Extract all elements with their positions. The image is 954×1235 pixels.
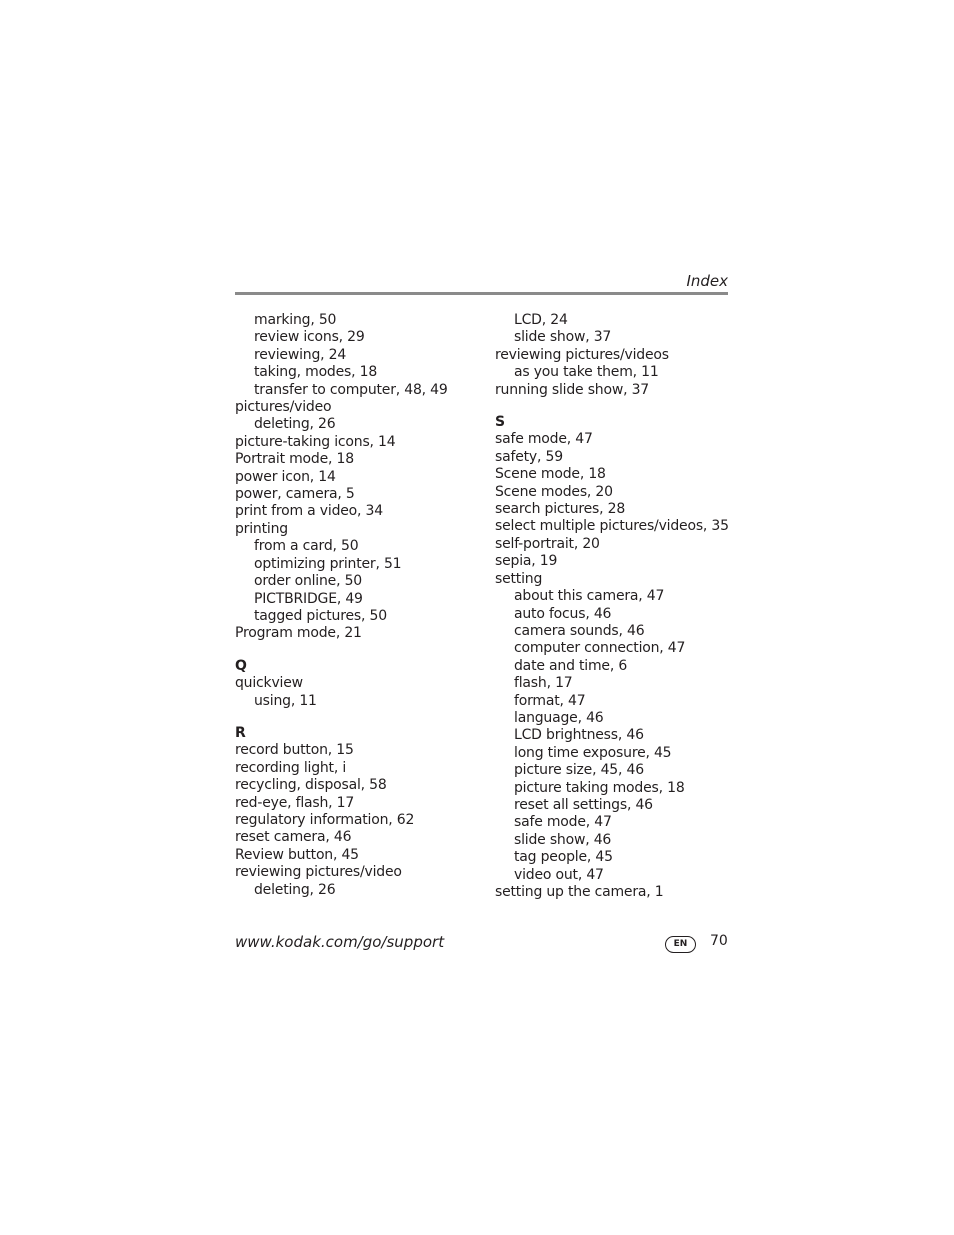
index-subentry: about this camera, 47	[514, 588, 665, 605]
index-subentry: LCD brightness, 46	[514, 727, 644, 744]
index-subentry: language, 46	[514, 709, 604, 726]
index-column-right	[495, 312, 735, 901]
index-entry: Portrait mode, 18	[235, 451, 354, 468]
index-entry: safety, 59	[495, 448, 563, 465]
index-subentry: reset all settings, 46	[514, 796, 653, 813]
index-entry: regulatory information, 62	[235, 811, 415, 828]
index-column-left	[235, 312, 485, 899]
index-subentry: deleting, 26	[254, 881, 336, 898]
index-entry: red-eye, flash, 17	[235, 794, 355, 811]
index-entry: reviewing pictures/videos	[495, 346, 669, 363]
index-entry: Program mode, 21	[235, 625, 362, 642]
index-subentry: date and time, 6	[514, 657, 628, 674]
index-entry: pictures/video	[235, 399, 332, 416]
page-header-title: Index	[686, 272, 728, 290]
index-entry: running slide show, 37	[495, 381, 649, 398]
page-number: 70	[710, 933, 728, 949]
index-subentry: slide show, 37	[514, 329, 612, 346]
index-entry: Scene modes, 20	[495, 483, 613, 500]
index-subentry: picture taking modes, 18	[514, 779, 685, 796]
index-subentry: flash, 17	[514, 675, 573, 692]
index-subentry: optimizing printer, 51	[254, 555, 402, 572]
index-section-letter: Q	[235, 657, 247, 674]
index-subentry: order online, 50	[254, 573, 363, 590]
index-entry: search pictures, 28	[495, 501, 626, 518]
index-subentry: video out, 47	[514, 866, 604, 883]
index-subentry: deleting, 26	[254, 416, 336, 433]
index-section-letter: R	[235, 724, 246, 741]
index-entry: power icon, 14	[235, 468, 336, 485]
index-entry: record button, 15	[235, 742, 354, 759]
index-subentry: camera sounds, 46	[514, 622, 645, 639]
index-subentry: review icons, 29	[254, 329, 365, 346]
index-entry: printing	[235, 520, 288, 537]
index-subentry: format, 47	[514, 692, 586, 709]
index-entry: recycling, disposal, 58	[235, 777, 387, 794]
index-subentry: LCD, 24	[514, 312, 568, 328]
support-url-link[interactable]: www.kodak.com/go/support	[235, 933, 445, 951]
index-subentry: using, 11	[254, 692, 317, 709]
index-entry: self-portrait, 20	[495, 535, 600, 552]
index-entry: setting up the camera, 1	[495, 884, 664, 900]
index-entry: Review button, 45	[235, 846, 359, 863]
index-entry: reviewing pictures/video	[235, 864, 402, 881]
index-entry: sepia, 19	[495, 553, 558, 570]
index-entry: power, camera, 5	[235, 486, 355, 503]
index-entry: select multiple pictures/videos, 35	[495, 518, 729, 535]
index-subentry: reviewing, 24	[254, 346, 347, 363]
index-subentry: picture size, 45, 46	[514, 762, 644, 779]
index-entry: quickview	[235, 675, 303, 692]
index-entry: picture-taking icons, 14	[235, 433, 396, 450]
index-section-letter: S	[495, 414, 506, 431]
index-subentry: long time exposure, 45	[514, 744, 672, 761]
index-subentry: marking, 50	[254, 312, 337, 328]
index-subentry: computer connection, 47	[514, 640, 686, 657]
index-entry: Scene mode, 18	[495, 466, 606, 483]
index-subentry: taking, modes, 18	[254, 364, 378, 381]
index-subentry: slide show, 46	[514, 831, 612, 848]
index-entry: setting	[495, 570, 543, 587]
index-subentry: transfer to computer, 48, 49	[254, 381, 448, 398]
index-subentry: as you take them, 11	[514, 364, 659, 381]
index-entry: safe mode, 47	[495, 431, 593, 448]
index-subentry: safe mode, 47	[514, 814, 612, 831]
index-entry: recording light, i	[235, 759, 347, 776]
index-entry: print from a video, 34	[235, 503, 383, 520]
index-subentry: PICTBRIDGE, 49	[254, 590, 363, 607]
index-subentry: tag people, 45	[514, 849, 613, 866]
index-subentry: from a card, 50	[254, 538, 359, 555]
index-entry: reset camera, 46	[235, 829, 352, 846]
header-divider	[235, 292, 728, 295]
index-subentry: auto focus, 46	[514, 605, 612, 622]
index-subentry: tagged pictures, 50	[254, 607, 387, 624]
language-badge: EN	[665, 936, 696, 953]
